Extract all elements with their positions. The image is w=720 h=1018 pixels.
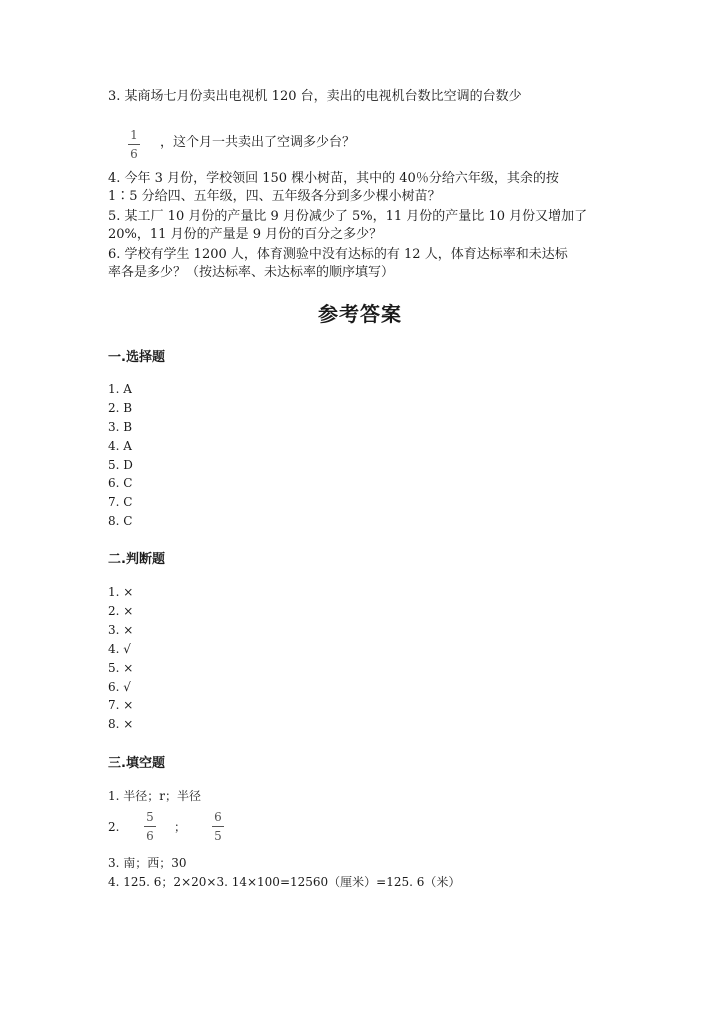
fraction-bar: [128, 144, 140, 145]
choice-answer: 3. B: [108, 420, 133, 434]
fill-answer-3: 3. 南；西；30: [108, 856, 187, 870]
section-fill-heading: 三.填空题: [108, 756, 165, 771]
question-3-line-1: 3. 某商场七月份卖出电视机 120 台，卖出的电视机台数比空调的台数少: [108, 89, 522, 104]
choice-answer: 5. D: [108, 458, 133, 472]
question-4-line-1: 4. 今年 3 月份，学校领回 150 棵小树苗，其中的 40％分给六年级，其余的按: [108, 171, 559, 186]
question-3-line-2: ，这个月一共卖出了空调多少台？: [160, 135, 356, 150]
judgment-answer: 4. √: [108, 642, 131, 656]
fraction-one-sixth: [128, 128, 140, 161]
question-5-line-2: 20%，11 月份的产量是 9 月份的百分之多少？: [108, 227, 383, 242]
question-6-line-2: 率各是多少？（按达标率、未达标率的顺序填写）: [108, 265, 395, 280]
choice-answer: 6. C: [108, 476, 133, 490]
choice-answer: 1. A: [108, 382, 132, 396]
fill-answer-2-label: 2.: [108, 820, 120, 834]
choice-answer: 2. B: [108, 401, 133, 415]
fraction-denominator: 6: [130, 147, 138, 161]
judgment-answer: 7. ×: [108, 698, 134, 712]
fill-answer-1: 1. 半径；r；半径: [108, 789, 202, 803]
judgment-answer: 1. ×: [108, 585, 134, 599]
judgment-answer: 2. ×: [108, 604, 134, 618]
choice-answer: 8. C: [108, 514, 133, 528]
judgment-answer: 8. ×: [108, 717, 134, 731]
section-judgment-heading: 二.判断题: [108, 552, 165, 567]
fraction-numerator: 1: [130, 128, 138, 142]
fill-answer-2-separator: ；: [174, 820, 187, 834]
fraction-bar: [212, 826, 224, 827]
fraction-six-fifths: [212, 810, 224, 843]
fraction-five-sixths: [144, 810, 156, 843]
judgment-answer: 5. ×: [108, 661, 134, 675]
fill-answer-4: 4. 125. 6；2×20×3. 14×100=12560（厘米）=125. 6（米）: [108, 875, 461, 889]
fraction-numerator: 6: [214, 810, 222, 824]
fraction-denominator: 5: [214, 829, 222, 843]
fraction-bar: [144, 826, 156, 827]
judgment-answer: 3. ×: [108, 623, 134, 637]
choice-answer: 4. A: [108, 439, 132, 453]
choice-answer: 7. C: [108, 495, 133, 509]
judgment-answer: 6. √: [108, 680, 131, 694]
question-5-line-1: 5. 某工厂 10 月份的产量比 9 月份减少了 5%，11 月份的产量比 10 月份又增加了: [108, 209, 588, 224]
fraction-denominator: 6: [146, 829, 154, 843]
answer-key-title: 参考答案: [318, 302, 402, 326]
section-choice-heading: 一.选择题: [108, 350, 165, 365]
question-6-line-1: 6. 学校有学生 1200 人，体育测验中没有达标的有 12 人，体育达标率和未达标: [108, 247, 568, 262]
question-4-line-2: 1∶5 分给四、五年级，四、五年级各分到多少棵小树苗？: [108, 189, 441, 204]
fraction-numerator: 5: [146, 810, 154, 824]
